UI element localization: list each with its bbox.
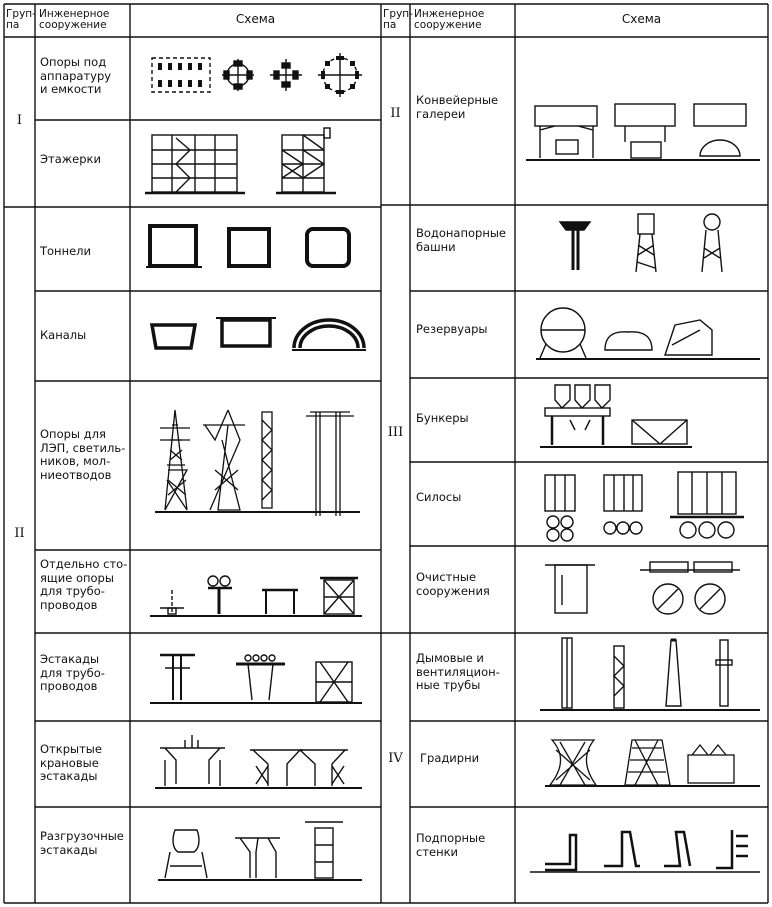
scheme-retaining-walls [530, 830, 760, 872]
scheme-channels [152, 318, 366, 350]
scheme-pipe-trestles [150, 655, 362, 703]
scheme-silos [545, 472, 744, 541]
header-scheme: Схема [235, 12, 276, 26]
scheme-cooling-towers [545, 740, 760, 786]
scheme-apparatus-supports [152, 53, 362, 97]
row-label-power-line-supports: Опоры для ЛЭП, светиль- ников, мол- ниеотводов [40, 427, 126, 482]
row-label-bunkers: Бункеры [416, 411, 469, 425]
row-label-pipe-supports: Отдельно сто- ящие опоры для трубо- проводов [40, 557, 128, 612]
row-label-tunnels: Тоннели [40, 244, 91, 258]
header-group: Груп- па [6, 8, 36, 31]
group-label-right-3: III [387, 425, 404, 440]
row-label-unloading-trestles: Разгрузочные эстакады [40, 829, 124, 857]
scheme-water-towers [560, 214, 722, 272]
scheme-treatment-facilities [545, 562, 740, 614]
scheme-chimneys [540, 638, 760, 710]
group-label-right-4: IV [388, 751, 403, 766]
scheme-conveyor-galleries [526, 104, 760, 160]
header-structure: Инженерное сооружение [39, 8, 110, 31]
row-label-retaining-walls: Подпорные стенки [416, 831, 486, 859]
row-label-silos: Силосы [416, 490, 462, 504]
scheme-racks [145, 128, 336, 193]
header-scheme-right: Схема [621, 12, 662, 26]
row-label-racks: Этажерки [40, 152, 101, 166]
group-label-left-2: II [14, 526, 25, 541]
scheme-reservoirs [536, 308, 760, 359]
row-label-chimneys: Дымовые и вентиляцион- ные трубы [416, 651, 500, 692]
scheme-tunnels [146, 226, 349, 267]
scheme-bunkers [540, 385, 692, 447]
row-label-crane-trestles: Открытые крановые эстакады [40, 742, 102, 783]
group-label-right-2: II [390, 106, 401, 121]
group-label-left-1: I [16, 113, 23, 128]
row-label-cooling-towers: Градирни [420, 751, 480, 765]
scheme-crane-trestles [155, 735, 362, 788]
row-label-treatment-facilities: Очистные сооружения [416, 570, 490, 598]
row-label-water-towers: Водонапорные башни [416, 226, 507, 254]
scheme-unloading-trestles [158, 822, 362, 880]
row-label-pipe-trestles: Эстакады для трубо- проводов [40, 652, 105, 693]
row-label-reservoirs: Резервуары [416, 322, 488, 336]
header-structure-right: Инженерное сооружение [414, 8, 485, 31]
row-label-conveyor-galleries: Конвейерные галереи [416, 93, 499, 121]
scheme-power-supports [155, 410, 360, 516]
header-group-right: Груп- па [383, 8, 413, 31]
row-label-supports-apparatus: Опоры под аппаратуру и емкости [40, 55, 112, 96]
scheme-pipe-supports [150, 576, 362, 616]
row-label-channels: Каналы [40, 328, 87, 342]
